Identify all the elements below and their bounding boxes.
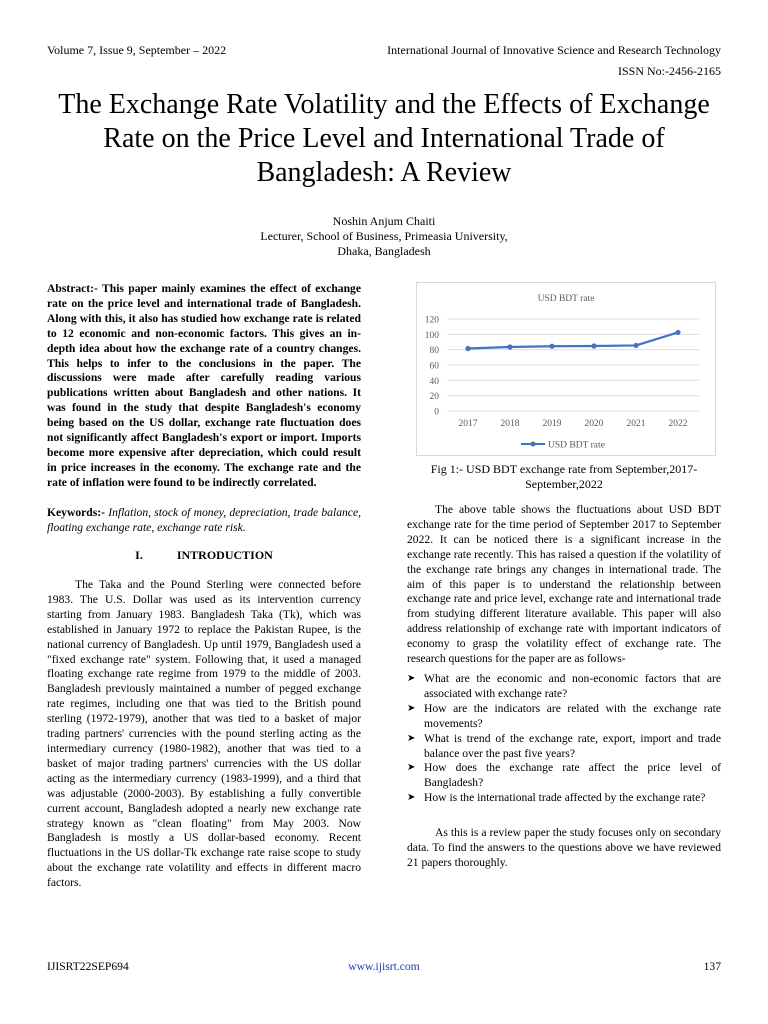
keywords-label: Keywords:- <box>47 506 105 519</box>
keywords <box>47 506 361 536</box>
y-tick-label: 100 <box>424 330 439 341</box>
x-tick-label: 2017 <box>458 419 478 429</box>
y-tick-label: 0 <box>434 407 439 418</box>
chart-title: USD BDT rate <box>537 294 595 304</box>
bullet-arrow-icon: ➤ <box>407 673 416 684</box>
question-text: What are the economic and non-economic factors that are associated with exchange rate? <box>424 672 721 700</box>
x-tick-label: 2019 <box>542 419 562 429</box>
legend-label: USD BDT rate <box>548 440 605 451</box>
chart-legend <box>521 441 605 451</box>
journal-website-link[interactable]: www.ijisrt.com <box>348 960 420 973</box>
chart-x-ticks <box>459 419 688 429</box>
bullet-arrow-icon: ➤ <box>407 732 416 744</box>
author-location: Dhaka, Bangladesh <box>337 244 431 258</box>
chart-svg <box>417 283 715 455</box>
x-tick-label: 2021 <box>626 419 646 429</box>
data-point <box>675 330 680 335</box>
series-line <box>468 332 678 348</box>
data-point <box>507 344 512 349</box>
author-block <box>150 214 618 259</box>
data-point <box>465 346 470 351</box>
journal-issn: ISSN No:-2456-2165 <box>617 64 721 78</box>
section-title: INTRODUCTION <box>176 548 273 562</box>
data-point <box>591 343 596 348</box>
question-text: What is trend of the exchange rate, export, import and trade balance over the past five years? <box>424 731 721 760</box>
paper-title: The Exchange Rate Volatility and the Effects of Exchange Rate on the Price Level and International Trade of Bangladesh: A Review <box>58 89 710 188</box>
list-item <box>407 791 721 806</box>
keywords-text: Inflation, stock of money, depreciation, trade balance, floating exchange rate, exchange rate risk. <box>47 506 361 534</box>
body-paragraph-2: As this is a review paper the study focuses only on secondary data. To find the answers to the questions above we have reviewed 21 papers thoroughly. <box>407 826 721 869</box>
author-name: Noshin Anjum Chaiti <box>332 214 436 228</box>
y-tick-label: 80 <box>429 346 439 357</box>
chart-series <box>465 330 680 351</box>
x-tick-label: 2022 <box>668 419 688 429</box>
question-text: How is the international trade affected by the exchange rate? <box>424 791 706 805</box>
exchange-rate-chart <box>416 282 716 456</box>
body-paragraph-1: The above table shows the fluctuations about USD BDT exchange rate for the time period of September 2017 to September 2022. It can be noticed there is a significant increase in the exchange rate recently. This has raised a question if the volatility of the exchange rate brings any changes in international trade. The aim of this paper is to understand the relationship between exchange rate and price level, exchange rate and international trade from studying different literature available. This paper will also address relationship of exchange rate with important indicators of economy to grasp the volatility effect of exchange rate. The research questions for the paper are as follows- <box>407 503 721 666</box>
bullet-arrow-icon: ➤ <box>407 792 416 804</box>
research-questions <box>407 672 721 806</box>
y-tick-label: 120 <box>424 315 439 326</box>
chart-y-ticks <box>425 316 440 418</box>
section-heading <box>47 548 361 563</box>
chart-gridlines <box>447 319 699 411</box>
journal-volume: Volume 7, Issue 9, September – 2022 <box>47 43 227 57</box>
y-tick-label: 20 <box>429 392 439 403</box>
list-item <box>407 761 721 791</box>
x-tick-label: 2020 <box>584 419 604 429</box>
question-text: How does the exchange rate affect the price level of Bangladesh? <box>424 761 721 790</box>
bullet-arrow-icon: ➤ <box>407 702 416 714</box>
y-tick-label: 40 <box>429 376 439 387</box>
author-affiliation: Lecturer, School of Business, Primeasia University, <box>260 229 508 243</box>
journal-name: International Journal of Innovative Science and Research Technology <box>387 43 721 57</box>
abstract: Abstract:- This paper mainly examines the effect of exchange rate on the price level and international trade of Bangladesh. Along with this, it also has studied how exchange rate is related to 12 economic and non-economic factors. This gives an in-depth idea about how the exchange rate of a country changes. This helps to infer to the conclusions in the paper. The discussions were made after carefully reading various publications written about Bangladesh and other nations. It was found in the study that despite Bangladesh's economy being based on the US dollar, exchange rate fluctuation does not significantly affect Bangladesh's export or import. Imports become more expensive after depreciation, which could result in price increases in the economy. The exchange rate and the rate of inflation were found to be indirectly correlated. <box>47 282 361 489</box>
bullet-arrow-icon: ➤ <box>407 762 416 774</box>
list-item <box>407 702 721 732</box>
data-point <box>633 343 638 348</box>
list-item <box>407 732 721 762</box>
y-tick-label: 60 <box>429 361 439 372</box>
page-number: 137 <box>703 960 721 973</box>
legend-marker <box>531 442 536 447</box>
figure-caption: Fig 1:- USD BDT exchange rate from September,2017-September,2022 <box>430 462 698 491</box>
question-text: How are the indicators are related with the exchange rate movements? <box>424 701 721 730</box>
intro-paragraph: The Taka and the Pound Sterling were connected before 1983. The U.S. Dollar was used as its intervention currency starting from January 1983. Bangladesh Taka (Tk), which was established in January 1972 to replace the Pakistan Rupee, is the national currency of Bangladesh. Up until 1979, Bangladesh used a "fixed exchange rate" system. Following that, it used a managed floating exchange rate regime from 1979 to the middle of 2003. Bangladesh previously maintained a number of pegged exchange rate regimes, including one that was tied to the British pound sterling (1972-1979), another that was tied to a basket of major trading partners' currencies with the pound sterling acting as the intermediary currency (1980-1982), another that was tied to a basket of major trading partners' currencies with the US dollar acting as the intermediary currency (1983-1999), and a third that was adjustable (2000-2003). By establishing a fully convertible current account, Bangladesh adopted a nearly new exchange rate strategy known as "clean floating" from May 2003. Now Bangladesh is mostly a US dollar-based economy. Recent fluctuations in the US dollar-Tk exchange rate raise scope to study about the exchange rate volatility and effects in different macro factors. <box>47 578 361 890</box>
section-number: I. <box>135 548 143 562</box>
list-item <box>407 672 721 702</box>
x-tick-label: 2018 <box>500 419 520 429</box>
data-point <box>549 344 554 349</box>
paper-code: IJISRT22SEP694 <box>47 960 129 973</box>
